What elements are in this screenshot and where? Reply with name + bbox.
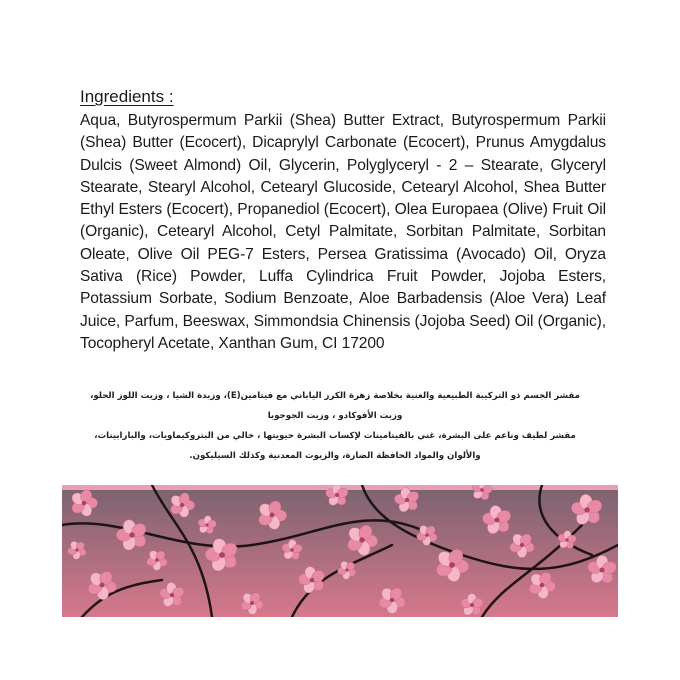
arabic-line-2: وزيت الأفوكادو ، وزيت الجوجوبا: [267, 411, 403, 421]
arabic-description: [70, 386, 600, 466]
cherry-blossom-banner: [62, 485, 618, 617]
ingredients-section: [80, 86, 606, 355]
cherry-blossom-pattern: [62, 485, 618, 617]
ingredients-heading: Ingredients :: [80, 87, 174, 106]
arabic-line-3: مقشر لطيف وناعم على البشرة، غني بالفيتامينات لإكساب البشرة حيويتها ، خالي من البتروكيماويات، والبارابينات،: [94, 431, 576, 441]
arabic-line-1: مقشر الجسم ذو التركيبة الطبيعية والغنية بخلاصة زهرة الكرز الياباني مع فيتامين(E)، وزبدة الشيا ، وزيت اللوز الحلو،: [90, 391, 580, 401]
ingredients-list: Aqua, Butyrospermum Parkii (Shea) Butter Extract, Butyrospermum Parkii (Shea) Butter (Ecocert), Dicaprylyl Carbonate (Ecocert), Prunus Amygdalus Dulcis (Sweet Almond) Oil, Glycerin, Polyglyceryl - 2 – Stearate, Glyceryl Stearate, Stearyl Alcohol, Cetearyl Glucoside, Cetearyl Alcohol, Shea Butter Ethyl Esters (Ecocert), Propanediol (Ecocert), Olea Europaea (Olive) Fruit Oil (Organic), Cetearyl Alcohol, Cetyl Palmitate, Sorbitan Palmitate, Sorbitan Oleate, Olive Oil PEG-7 Esters, Persea Gratissima (Avocado) Oil, Oryza Sativa (Rice) Powder, Luffa Cylindrica Fruit Powder, Jojoba Esters, Potassium Sorbate, Sodium Benzoate, Aloe Barbadensis (Aloe Vera) Leaf Juice, Parfum, Beeswax, Simmondsia Chinensis (Jojoba Seed) Oil (Organic), Tocopheryl Acetate, Xanthan Gum, CI 17200: [80, 112, 606, 352]
banner-background: [62, 485, 618, 617]
arabic-line-4: والألوان والمواد الحافظة الضارة، والزيوت المعدنية وكذلك السيليكون.: [189, 451, 481, 461]
